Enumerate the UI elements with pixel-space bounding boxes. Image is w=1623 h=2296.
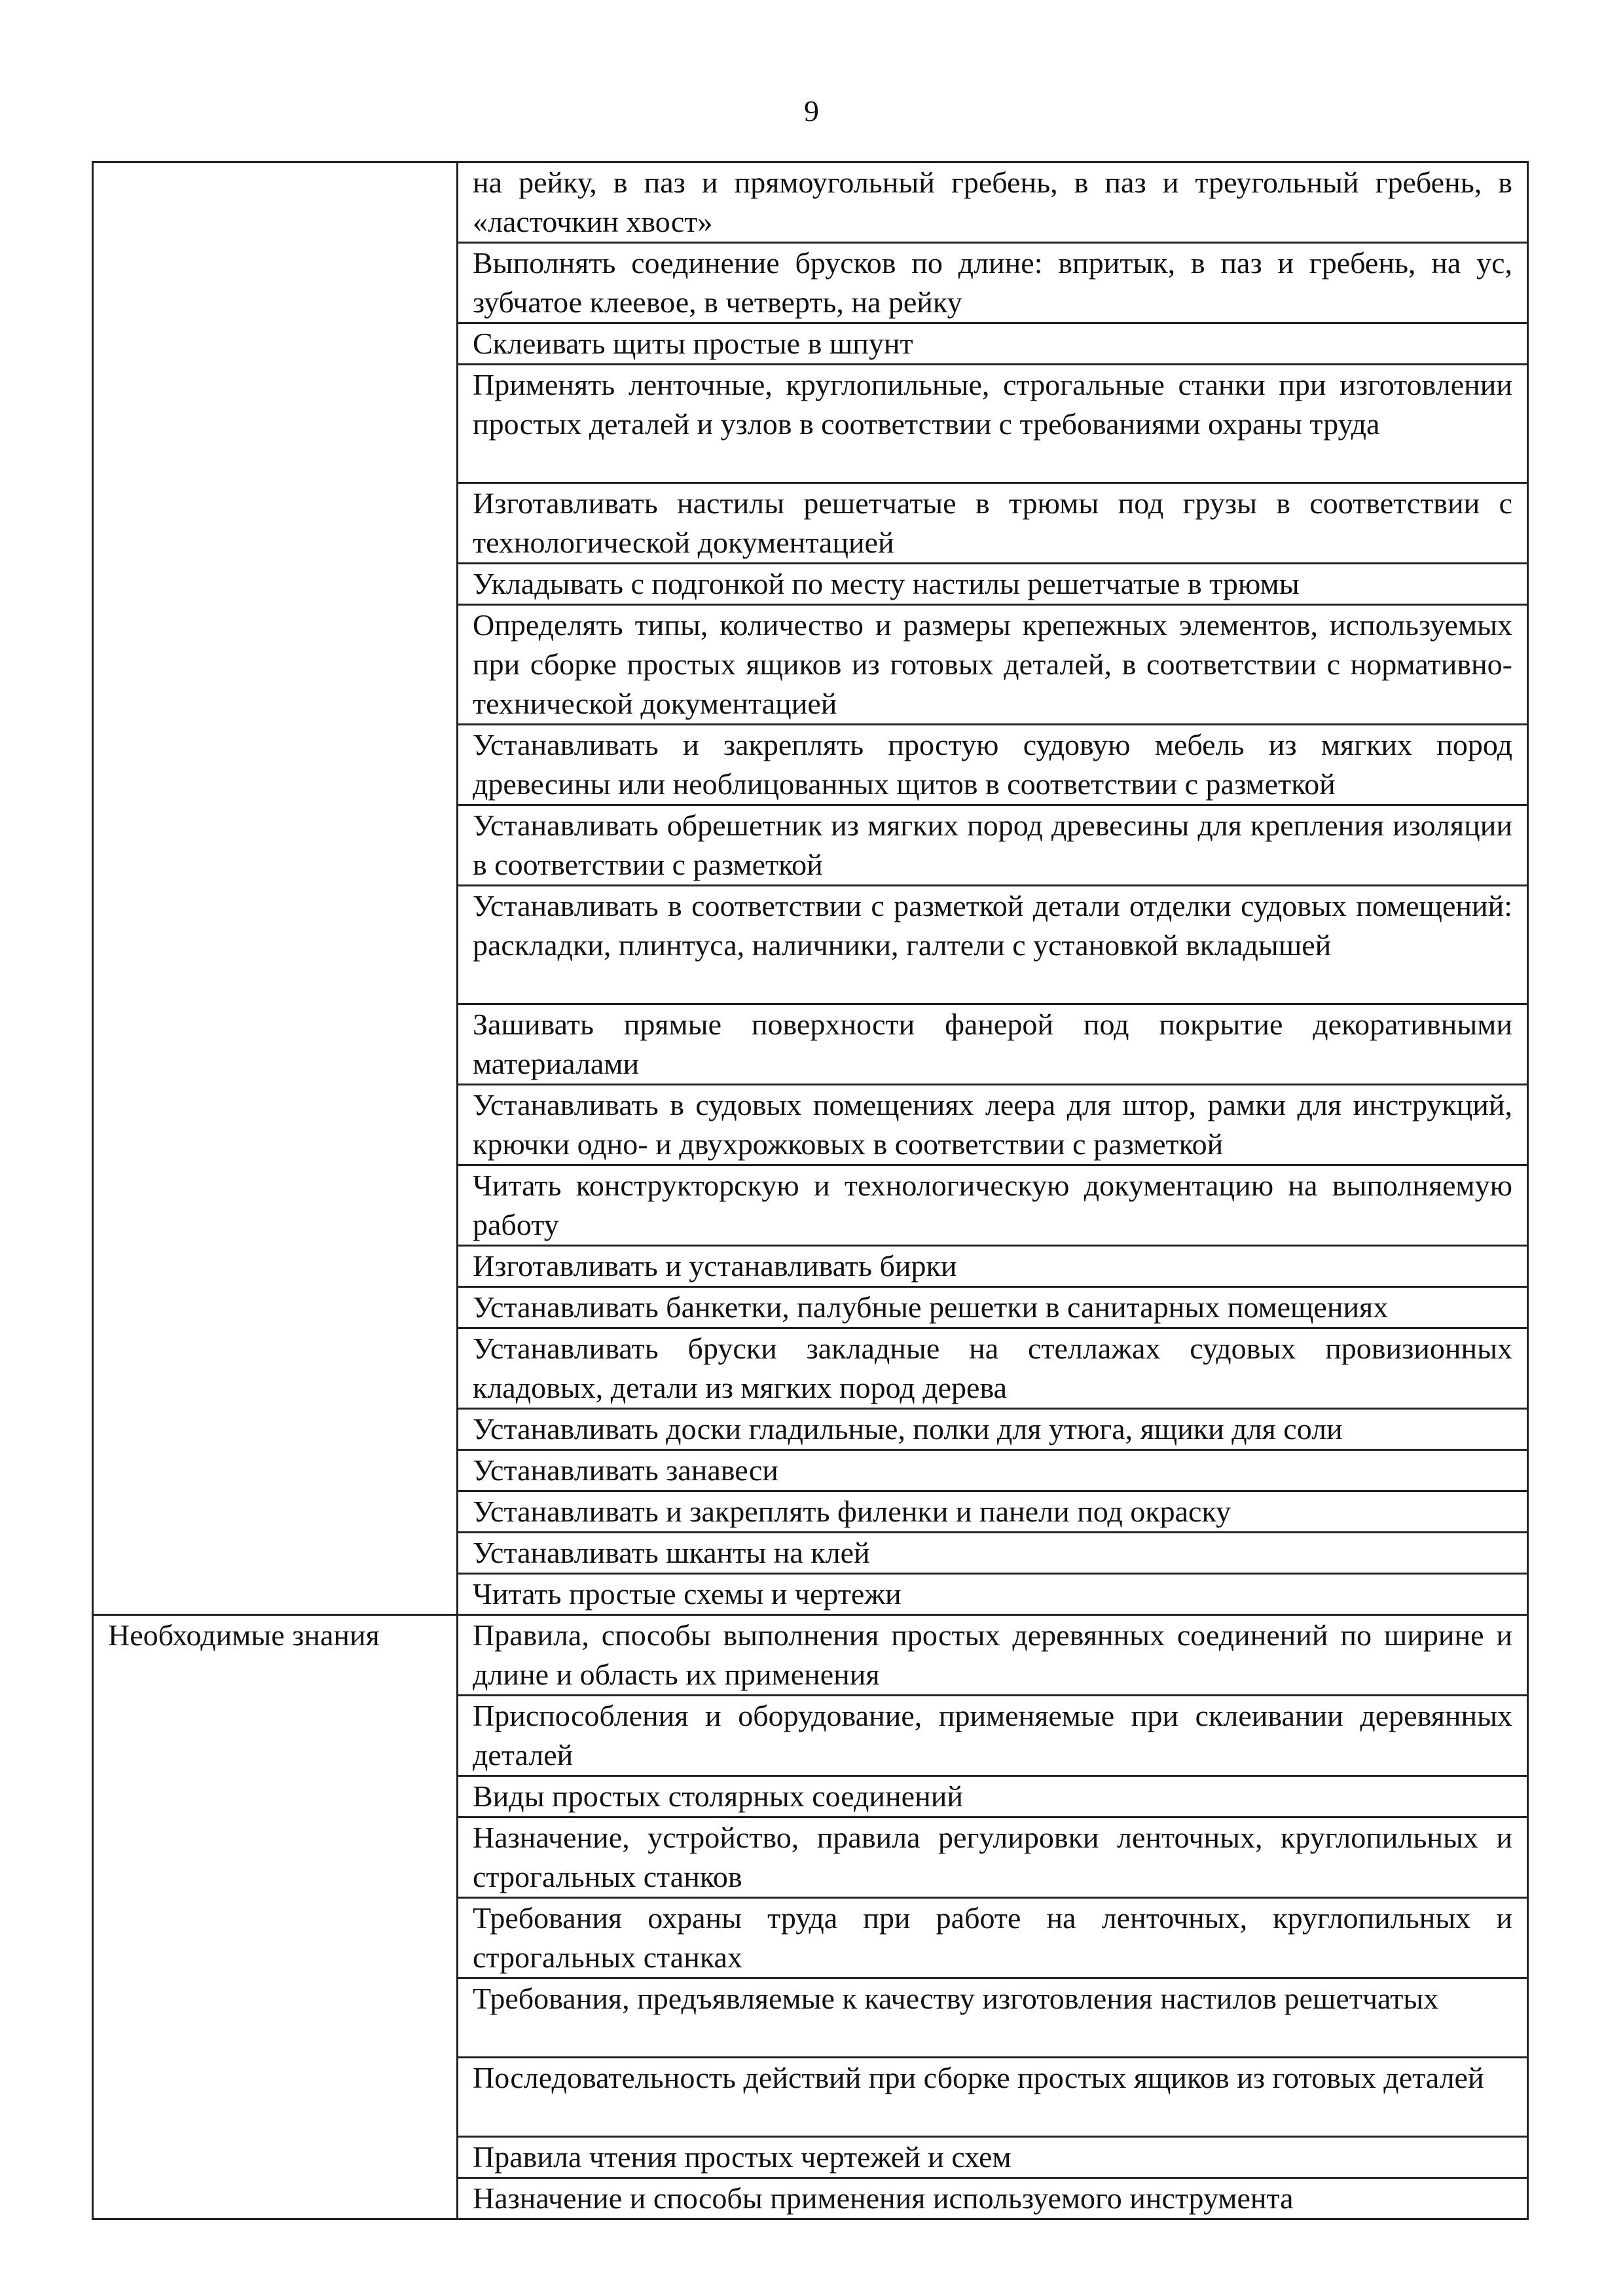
skill-item: Устанавливать обрешетник из мягких пород древесины для крепления изоляции в соответствии с разметкой [458,805,1528,886]
skill-item: Устанавливать и закреплять филенки и панели под окраску [458,1491,1528,1533]
page-number: 9 [804,94,819,128]
skill-item: Применять ленточные, круглопильные, строгальные станки при изготовлении простых деталей и узлов в соответствии с требованиями охраны труда [458,365,1528,483]
knowledge-label-cell: Необходимые знания [93,1615,458,2219]
table-row [93,1615,1528,1696]
knowledge-item: Требования, предъявляемые к качеству изготовления настилов решетчатых [458,1978,1528,2058]
skill-item: Устанавливать банкетки, палубные решетки в санитарных помещениях [458,1287,1528,1328]
skill-item: Устанавливать в соответствии с разметкой детали отделки судовых помещений: раскладки, плинтуса, наличники, галтели с установкой вкладышей [458,886,1528,1004]
skill-item: Укладывать с подгонкой по месту настилы решетчатые в трюмы [458,564,1528,605]
skill-item: Устанавливать бруски закладные на стеллажах судовых провизионных кладовых, детали из мягких пород дерева [458,1328,1528,1409]
skills-label-cell [93,162,458,1615]
skill-item: Изготавливать настилы решетчатые в трюмы под грузы в соответствии с технологической документацией [458,483,1528,564]
skill-item: Устанавливать в судовых помещениях леера для штор, рамки для инструкций, крючки одно- и двухрожковых в соответствии с разметкой [458,1085,1528,1165]
knowledge-item: Правила чтения простых чертежей и схем [458,2137,1528,2178]
skill-item: Склеивать щиты простые в шпунт [458,323,1528,365]
skill-item: на рейку, в паз и прямоугольный гребень, в паз и треугольный гребень, в «ласточкин хвост» [458,162,1528,243]
skill-item: Зашивать прямые поверхности фанерой под покрытие декоративными материалами [458,1004,1528,1085]
requirements-table [92,161,1529,2220]
skill-item: Выполнять соединение брусков по длине: впритык, в паз и гребень, на ус, зубчатое клеевое, в четверть, на рейку [458,243,1528,323]
knowledge-item: Приспособления и оборудование, применяемые при склеивании деревянных деталей [458,1696,1528,1776]
knowledge-item: Требования охраны труда при работе на ленточных, круглопильных и строгальных станках [458,1898,1528,1978]
skill-item: Читать простые схемы и чертежи [458,1574,1528,1615]
skill-item: Устанавливать занавеси [458,1450,1528,1491]
knowledge-item: Назначение и способы применения используемого инструмента [458,2178,1528,2219]
skill-item: Устанавливать шканты на клей [458,1533,1528,1574]
skill-item: Изготавливать и устанавливать бирки [458,1246,1528,1287]
skill-item: Определять типы, количество и размеры крепежных элементов, используемых при сборке простых ящиков из готовых деталей, в соответствии с нормативно-технической документацией [458,605,1528,725]
knowledge-item: Правила, способы выполнения простых деревянных соединений по ширине и длине и область их применения [458,1615,1528,1696]
table-row [93,162,1528,243]
skill-item: Читать конструкторскую и технологическую документацию на выполняемую работу [458,1165,1528,1246]
knowledge-item: Последовательность действий при сборке простых ящиков из готовых деталей [458,2058,1528,2137]
knowledge-item: Назначение, устройство, правила регулировки ленточных, круглопильных и строгальных станков [458,1817,1528,1898]
skill-item: Устанавливать доски гладильные, полки для утюга, ящики для соли [458,1409,1528,1450]
knowledge-item: Виды простых столярных соединений [458,1776,1528,1817]
skill-item: Устанавливать и закреплять простую судовую мебель из мягких пород древесины или необлицованных щитов в соответствии с разметкой [458,725,1528,805]
